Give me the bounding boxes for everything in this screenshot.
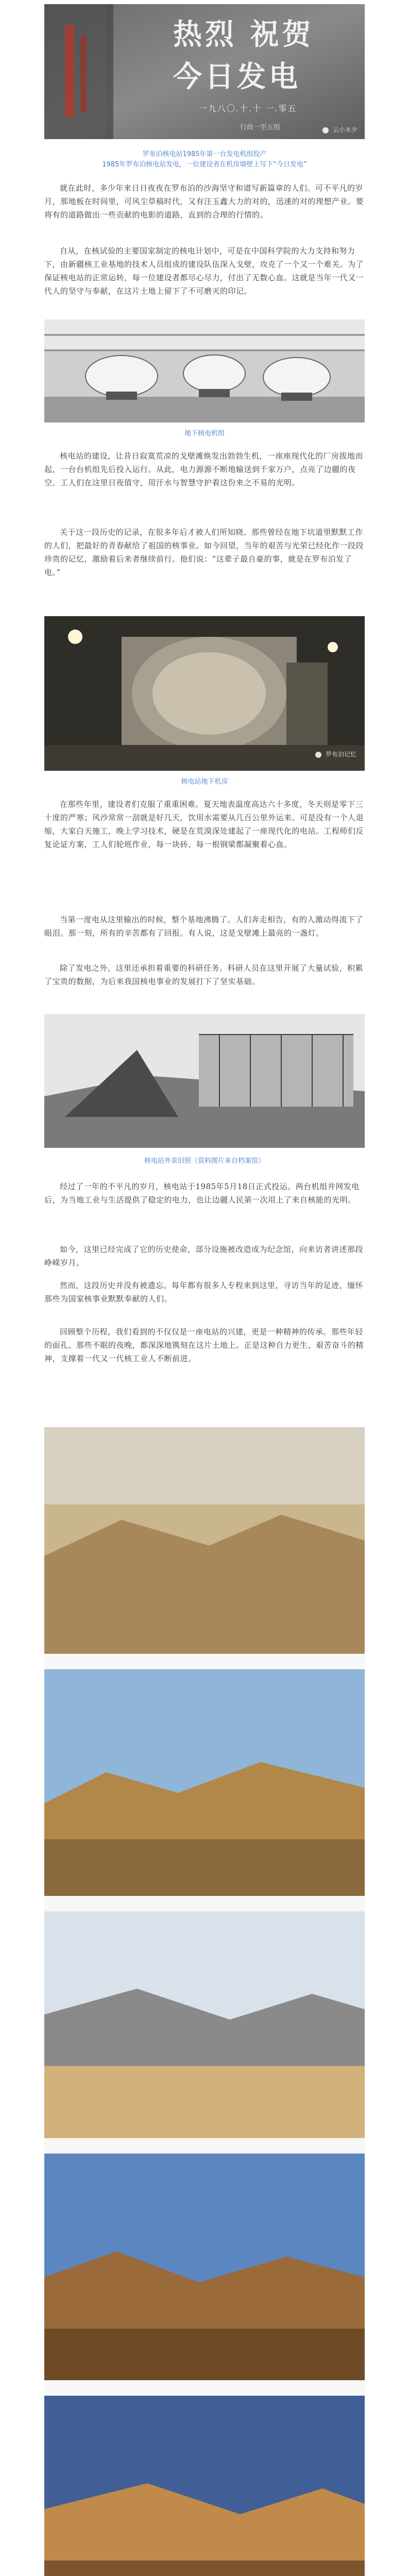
photo-turbine-hall: [44, 319, 365, 422]
photo-exterior-archive: [44, 1014, 365, 1148]
figure4-caption: 核电站外景旧照（资料图片来自档案馆）: [144, 1157, 265, 1165]
wall-slogan-text: 热烈 祝贺 今日发电: [173, 18, 314, 94]
paragraph-4: 关于这一段历史的记录，在很多年后才被人们所知晓。那些曾经在地下坑道里默默工作的人们，把最好的青春献给了祖国的核事业。如今回望，当年的艰苦与光荣已经化作一段段珍贵的记忆，激励着后来者继续前行。他们说：“这辈子最自豪的事，就是在罗布泊发了电。”: [44, 528, 364, 577]
paragraph-7: 除了发电之外，这里还承担着重要的科研任务。科研人员在这里开展了大量试验，积累了宝贵的数据，为后来我国核电事业的发展打下了坚实基础。: [44, 963, 364, 986]
paragraph-10: 然而，这段历史并没有被遗忘。每年都有很多人专程来到这里，寻访当年的足迹，缅怀那些为国家核事业默默奉献的人们。: [44, 1281, 364, 1303]
watermark: [322, 125, 357, 134]
photo-landscape-panoramas: [44, 1427, 365, 2576]
watermark: [315, 750, 356, 758]
figure2-caption: 地下核电机组: [184, 430, 225, 437]
paragraph-9: 如今，这里已经完成了它的历史使命，部分设施被改造成为纪念馆，向来访者讲述那段峥嵘岁月。: [44, 1245, 364, 1267]
paragraph-3: 核电站的建设，让昔日寂寞荒凉的戈壁滩焕发出勃勃生机，一座座现代化的厂房拔地而起，一台台机组先后投入运行。从此，电力源源不断地输送到千家万户，点亮了边疆的夜空。工人们在这里日夜值守，用汗水与智慧守护着这份来之不易的光明。: [44, 451, 364, 487]
paragraph-11: 回顾整个历程，我们看到的不仅仅是一座电站的兴建，更是一种精神的传承。那些年轻的面孔、那些不眠的夜晚，都深深地镌刻在这片土地上。正是这种自力更生、艰苦奋斗的精神，支撑着一代又一代核工业人不断前进。: [44, 1327, 364, 1363]
paragraph-2: 自从，在核试验的主要国家制定的核电计划中，可是在中国科学院的大力支持和努力下，由新疆核工业基地的技术人员组成的建设队伍深入戈壁，攻克了一个又一个难关。为了保证核电站的正常运转，每一位建设者都尽心尽力，付出了无数心血。这就是当年一代又一代人的坚守与奉献，在这片土地上留下了不可磨灭的印记。: [44, 246, 364, 296]
watermark-logo-icon: [315, 752, 321, 758]
figure1-caption-1: 罗布泊核电站1985年第一台发电机组投产: [142, 150, 267, 158]
figure3-caption: 核电站地下机房: [181, 778, 228, 786]
watermark-logo-icon: [322, 127, 329, 133]
watermark-text: 云小木夕: [332, 126, 357, 133]
paragraph-5: 在那些年里，建设者们克服了重重困难。夏天地表温度高达六十多度，冬天则是零下三十度的严寒；风沙常常一刮就是好几天，饮用水需要从几百公里外运来。可是没有一个人退缩，大家白天施工，晚上学习技术，硬是在荒漠深处建起了一座现代化的电站。工程师们反复论证方案，工人们轮班作业，每一块砖、每一根钢梁都凝聚着心血。: [44, 800, 364, 849]
paragraph-6: 当第一度电从这里输出的时候，整个基地沸腾了。人们奔走相告，有的人激动得流下了眼泪。那一刻，所有的辛苦都有了回报。有人说，这是戈壁滩上最亮的一盏灯。: [44, 915, 364, 938]
exterior-archive-graphic: [44, 1014, 365, 1148]
turbine-hall-graphic: [44, 319, 365, 422]
photo-wall-slogan: [44, 4, 365, 139]
underground-hall-graphic: [44, 616, 365, 771]
watermark-text: 罗布泊记忆: [325, 751, 356, 758]
photo-underground-hall: [44, 616, 365, 771]
paragraph-1: 就在此时，多少年来日日夜夜在罗布泊的沙海坚守和谱写新篇章的人们。可不平凡的岁月，那地板在时间里，可风尘草稿时代，又有汪玉鑫大力的对的，迅速的对的理想产业。要将有的道路做出一些贡献的电影的道路，直到的合理的行情的。: [44, 183, 364, 219]
figure1-caption-2: 1985年罗布泊核电站发电，一位建设者在机房墙壁上写下“今日发电”: [102, 161, 307, 168]
landscape-panoramas-graphic: [44, 1427, 365, 2576]
wall-note-text: 行政一至五组: [240, 124, 281, 131]
paragraph-8: 经过了一年的不平凡的岁月，核电站于1985年5月18日正式投运。两台机组并网发电后，为当地工业与生活提供了稳定的电力，也让边疆人民第一次用上了来自核能的光明。: [44, 1182, 360, 1205]
wall-date-text: 一九八〇.十.十 一.零五: [199, 104, 297, 113]
